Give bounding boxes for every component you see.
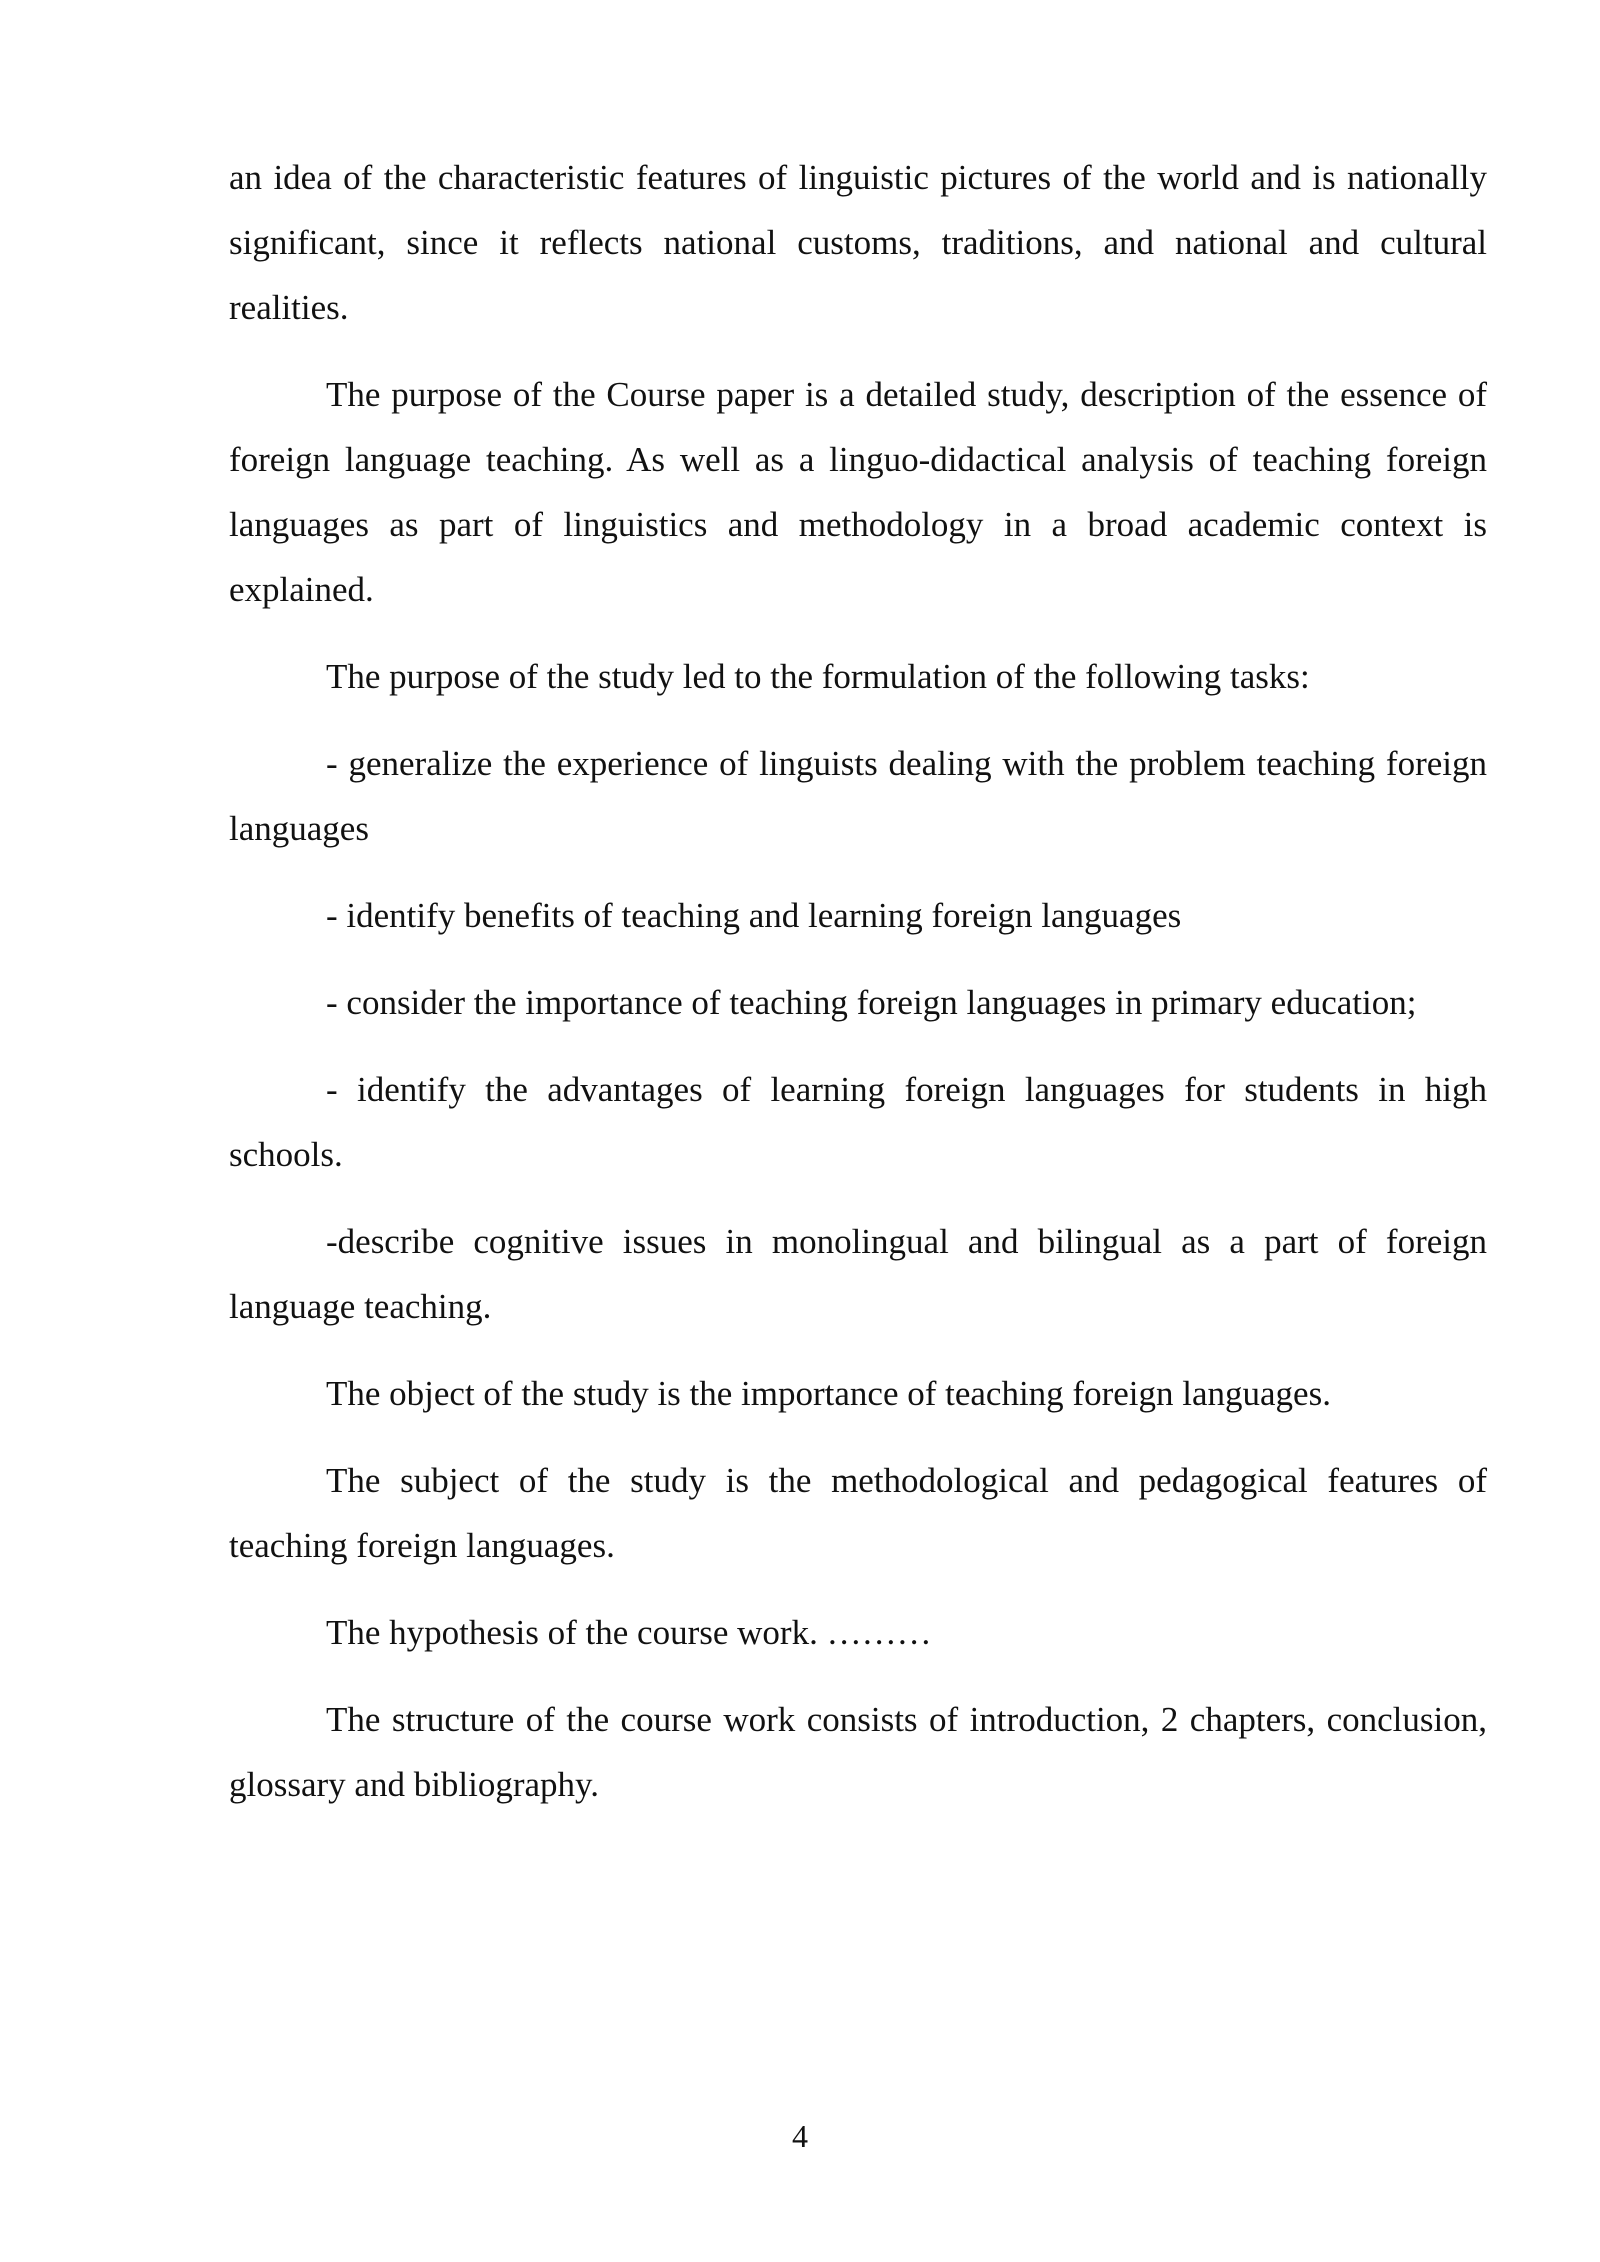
page-number: 4 [792, 2118, 808, 2154]
paragraph-purpose: The purpose of the Course paper is a detailed study, description of the essence of foreign language teaching. As well as a linguo-didactical analysis of teaching foreign languages as part of linguistics and methodology in a broad academic context is explained. [229, 375, 1487, 609]
paragraph-subject: The subject of the study is the methodological and pedagogical features of teaching foreign languages. [229, 1461, 1487, 1565]
paragraph-object: The object of the study is the importance of teaching foreign languages. [326, 1374, 1331, 1413]
task-item: - consider the importance of teaching foreign languages in primary education; [326, 983, 1417, 1022]
task-item: - identify benefits of teaching and learning foreign languages [326, 896, 1182, 935]
paragraph-structure: The structure of the course work consists of introduction, 2 chapters, conclusion, glossary and bibliography. [229, 1700, 1487, 1804]
paragraph-tasks-lead: The purpose of the study led to the formulation of the following tasks: [326, 657, 1310, 696]
task-item: -describe cognitive issues in monolingual and bilingual as a part of foreign language teaching. [229, 1222, 1487, 1326]
paragraph-hypothesis: The hypothesis of the course work. ……… [326, 1613, 932, 1652]
body-text [229, 145, 1487, 1839]
paragraph-intro-continuation: an idea of the characteristic features of linguistic pictures of the world and is nationally significant, since it reflects national customs, traditions, and national and cultural realities. [229, 158, 1487, 327]
task-item: - generalize the experience of linguists dealing with the problem teaching foreign languages [229, 744, 1487, 848]
task-item: - identify the advantages of learning foreign languages for students in high schools. [229, 1070, 1487, 1174]
